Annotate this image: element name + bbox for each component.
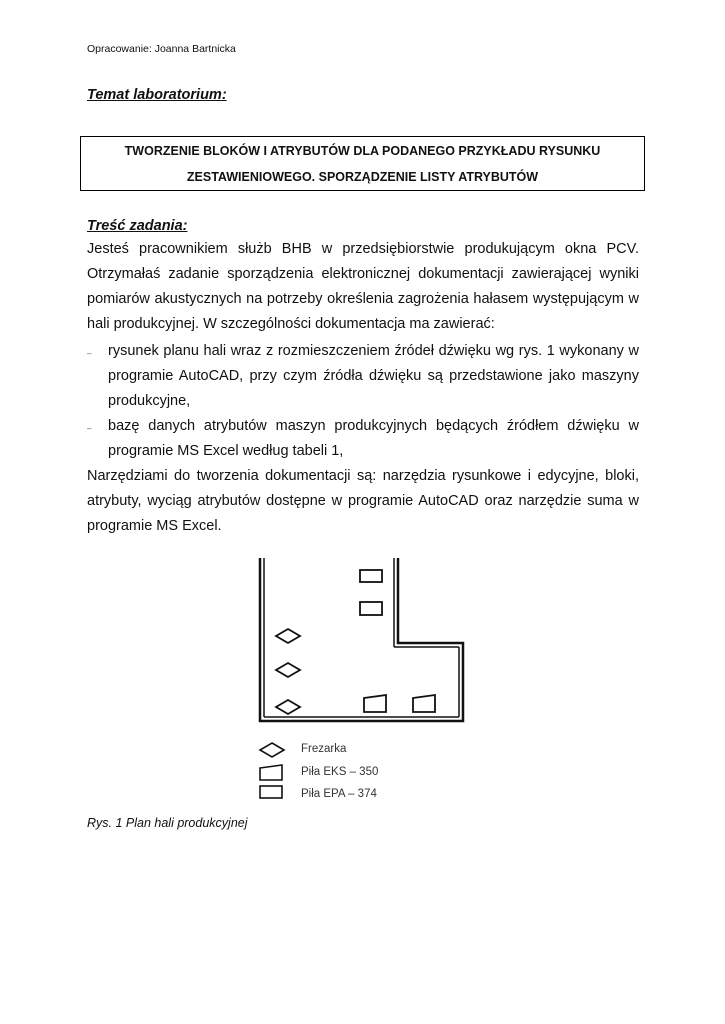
milling-machine — [276, 629, 300, 643]
task-heading: Treść zadania: — [87, 218, 188, 234]
outro-line: atrybuty, wyciąg atrybutów dostępne w programie AutoCAD oraz narzędzie suma w — [87, 493, 639, 509]
task-outro-paragraph — [87, 464, 639, 539]
author-header: Opracowanie: Joanna Bartnicka — [87, 43, 236, 55]
legend-saw-epa-symbol — [260, 786, 282, 798]
saw-epa-machine — [360, 602, 382, 615]
intro-line: hali produkcyjnej. W szczególności dokumentacja ma zawierać: — [87, 316, 495, 332]
saw-epa-machine — [360, 570, 382, 582]
intro-line: pomiarów akustycznych na potrzeby określenia zagrożenia hałasem występującym w — [87, 291, 639, 307]
list-item — [87, 339, 639, 414]
lab-topic-heading: Temat laboratorium: — [87, 87, 227, 103]
dash-bullet-icon: – — [87, 424, 92, 433]
list-item-line: programie MS Excel według tabeli 1, — [108, 443, 344, 459]
legend-saw-epa-label: Piła EPA – 374 — [301, 788, 377, 800]
outro-line: programie MS Excel. — [87, 518, 222, 534]
legend-saw-eks-label: Piła EKS – 350 — [301, 766, 379, 778]
lab-title-line-1: TWORZENIE BLOKÓW I ATRYBUTÓW DLA PODANEGO PRZYKŁADU RYSUNKU — [124, 143, 601, 158]
list-item-line: programie AutoCAD, przy czym źródła dźwięku są przedstawione jako maszyny — [108, 368, 639, 384]
list-item-line: rysunek planu hali wraz z rozmieszczeniem źródeł dźwięku wg rys. 1 wykonany w — [108, 343, 639, 359]
outro-line: Narzędziami do tworzenia dokumentacji są: narzędzia rysunkowe i edycyjne, bloki, — [87, 468, 639, 484]
intro-line: Otrzymałaś zadanie sporządzenia elektronicznej dokumentacji zawierającej wyniki — [87, 266, 639, 282]
legend-milling-label: Frezarka — [301, 743, 347, 755]
list-item-line: produkcyjne, — [108, 393, 191, 409]
figure-caption: Rys. 1 Plan hali produkcyjnej — [87, 816, 248, 830]
milling-machine — [276, 663, 300, 677]
lab-title-line-2: ZESTAWIENIOWEGO. SPORZĄDZENIE LISTY ATRYBUTÓW — [186, 169, 539, 184]
legend-milling-symbol — [260, 743, 284, 757]
milling-machine — [276, 700, 300, 714]
intro-line: Jesteś pracownikiem służb BHB w przedsiębiorstwie produkującym okna PCV. — [87, 241, 639, 257]
task-intro-paragraph — [87, 237, 639, 337]
saw-eks-machine — [413, 695, 435, 712]
dash-bullet-icon: – — [87, 349, 92, 358]
lab-title-box — [80, 136, 645, 191]
legend-saw-eks-symbol — [260, 765, 282, 780]
saw-eks-machine — [364, 695, 386, 712]
requirements-list — [87, 339, 639, 464]
list-item-line: bazę danych atrybutów maszyn produkcyjnych będących źródłem dźwięku w — [108, 418, 639, 434]
list-item — [87, 414, 639, 464]
